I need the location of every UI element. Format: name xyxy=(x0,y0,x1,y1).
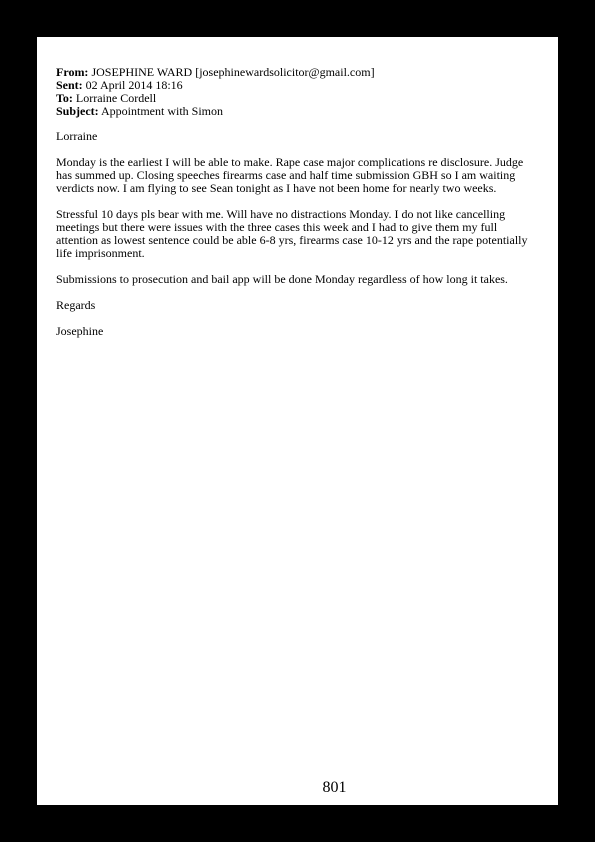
email-greeting: Lorraine xyxy=(56,129,98,143)
document-page xyxy=(37,37,558,805)
email-paragraph: Stressful 10 days pls bear with me. Will have no distractions Monday. I do not like cancelling meetings but there were issues with the three cases this week and I had to give them my full attention as lowest sentence could be able 6-8 yrs, firearms case 10-12 yrs and the rape potentially life imprisonment. xyxy=(56,207,528,260)
sent-label: Sent: xyxy=(56,78,83,92)
email-paragraph: Submissions to prosecution and bail app will be done Monday regardless of how long it takes. xyxy=(56,272,508,286)
to-value: Lorraine Cordell xyxy=(75,91,157,105)
subject-line xyxy=(56,105,538,118)
email-closing: Regards xyxy=(56,298,96,312)
email-header xyxy=(56,66,538,118)
to-label: To: xyxy=(56,91,73,105)
subject-label: Subject: xyxy=(56,104,99,118)
from-value: JOSEPHINE WARD [josephinewardsolicitor@gmail.com] xyxy=(91,65,375,79)
email-signature: Josephine xyxy=(56,324,104,338)
subject-value: Appointment with Simon xyxy=(101,104,224,118)
sent-value: 02 April 2014 18:16 xyxy=(85,78,183,92)
email-paragraph: Monday is the earliest I will be able to make. Rape case major complications re disclosure. Judge has summed up. Closing speeches firearms case and half time submission GBH so I am waiting verdicts now. I am flying to see Sean tonight as I have not been home for nearly two weeks. xyxy=(56,155,524,195)
from-label: From: xyxy=(56,65,89,79)
page-number: 801 xyxy=(322,779,347,796)
email-content xyxy=(56,66,538,338)
